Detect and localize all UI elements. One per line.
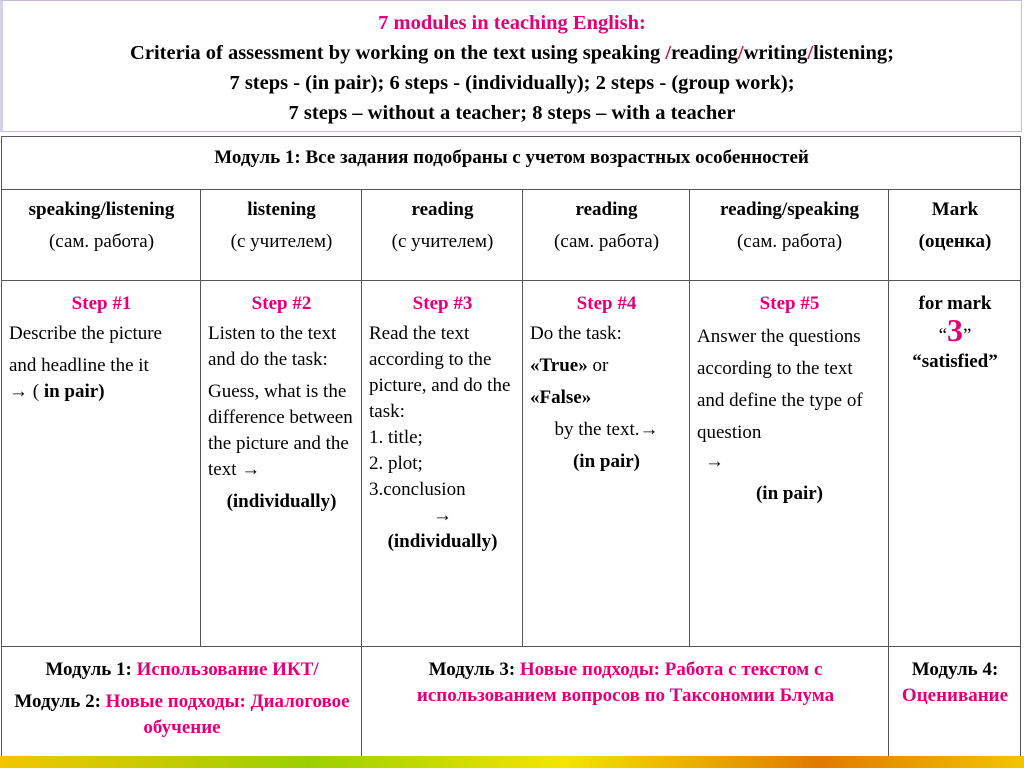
column-en: speaking/listening	[28, 199, 175, 220]
step-text: 1. title;	[369, 427, 423, 448]
column-ru: (сам. работа)	[736, 231, 843, 252]
step-3-cell	[362, 281, 523, 647]
module-4-cell	[889, 647, 1021, 765]
step-mode: (in pair)	[755, 483, 824, 504]
table-title: Модуль 1: Все задания подобраны с учетом возрастных особенностей	[2, 137, 1021, 190]
column-ru: (с учителем)	[230, 231, 333, 252]
steps-row	[2, 281, 1021, 647]
module-text: Новые подходы: Работа с текстом с использованием вопросов по Таксономии Блума	[416, 659, 835, 706]
column-en: reading	[575, 199, 638, 220]
step-5-cell	[690, 281, 889, 647]
header-line-2-part: listening;	[813, 42, 894, 64]
step-title: Step #3	[412, 293, 473, 314]
step-mode: (in pair)	[572, 451, 641, 472]
step-text: Describe the picture	[9, 323, 162, 344]
step-text: picture, and do the task:	[369, 375, 511, 422]
column-ru: (с учителем)	[391, 231, 494, 252]
arrow: → (	[9, 381, 44, 402]
mark-cell	[889, 281, 1021, 647]
step-2-cell	[201, 281, 362, 647]
column-en: reading/speaking	[719, 199, 860, 220]
step-1-cell	[2, 281, 201, 647]
step-mode: (individually)	[387, 531, 498, 552]
arrow: →	[433, 505, 452, 526]
header-line-2-part: Criteria of assessment by working on the text using speaking	[130, 42, 666, 64]
header-line-2-part: writing	[743, 42, 808, 64]
step-text: and headline the it	[9, 355, 149, 376]
module-text: Оценивание	[901, 685, 1009, 706]
step-text: or	[587, 355, 609, 376]
column-header	[2, 190, 201, 281]
column-ru: (сам. работа)	[553, 231, 660, 252]
step-title: Step #1	[71, 293, 132, 314]
column-en: listening	[247, 199, 316, 220]
column-header	[889, 190, 1021, 281]
step-4-cell	[523, 281, 690, 647]
mark-label: “satisfied”	[912, 351, 998, 372]
column-header	[523, 190, 690, 281]
header-line-2	[3, 38, 1021, 68]
module-label: Модуль 3:	[428, 659, 520, 680]
step-text: 3.conclusion	[369, 479, 466, 500]
quote: ”	[963, 325, 972, 346]
step-text: Answer the questions according to the text and define the type of question	[697, 326, 863, 443]
column-header	[201, 190, 362, 281]
step-title: Step #4	[576, 293, 637, 314]
modules-table	[1, 136, 1021, 765]
slide-header	[0, 0, 1022, 132]
step-text: Guess, what is the difference between the picture and the text →	[208, 381, 353, 480]
column-ru: (сам. работа)	[48, 231, 155, 252]
column-header-row	[2, 190, 1021, 281]
step-mode: in pair)	[43, 381, 105, 402]
column-ru: (оценка)	[918, 231, 992, 252]
slash: /	[665, 42, 672, 64]
step-title: Step #5	[759, 293, 820, 314]
footer-row	[2, 647, 1021, 765]
header-line-1: 7 modules in teaching English:	[378, 12, 646, 34]
step-text: Do the task:	[530, 323, 622, 344]
module-label: Модуль 1:	[45, 659, 137, 680]
step-title: Step #2	[251, 293, 312, 314]
mark-value: 3	[947, 312, 963, 348]
quote: “	[938, 325, 947, 346]
step-text: «True»	[530, 355, 588, 376]
column-en: reading	[411, 199, 474, 220]
module-label: Модуль 2:	[14, 691, 106, 712]
module-1-2-cell	[2, 647, 362, 765]
slash: /	[807, 42, 814, 64]
mark-title: for mark	[918, 293, 992, 314]
step-text: Read the text according to the	[369, 323, 492, 370]
header-line-4: 7 steps – without a teacher; 8 steps – with a teacher	[288, 102, 736, 124]
column-en: Mark	[931, 199, 979, 220]
header-line-3: 7 steps - (in pair); 6 steps - (individually); 2 steps - (group work);	[229, 72, 795, 94]
step-text: 2. plot;	[369, 453, 423, 474]
column-header	[362, 190, 523, 281]
header-line-2-part: reading	[671, 42, 738, 64]
module-text: Использование ИКТ/	[136, 659, 319, 680]
arrow: →	[705, 451, 724, 472]
slash: /	[737, 42, 744, 64]
decorative-strip	[0, 756, 1024, 768]
module-3-cell	[362, 647, 889, 765]
step-text: «False»	[530, 387, 592, 408]
step-text: by the text.→	[554, 419, 659, 440]
step-text: Listen to the text and do the task:	[208, 323, 337, 370]
column-header	[690, 190, 889, 281]
module-label: Модуль 4:	[911, 659, 999, 680]
step-mode: (individually)	[226, 491, 337, 512]
module-text: Новые подходы: Диалоговое обучение	[105, 691, 350, 738]
